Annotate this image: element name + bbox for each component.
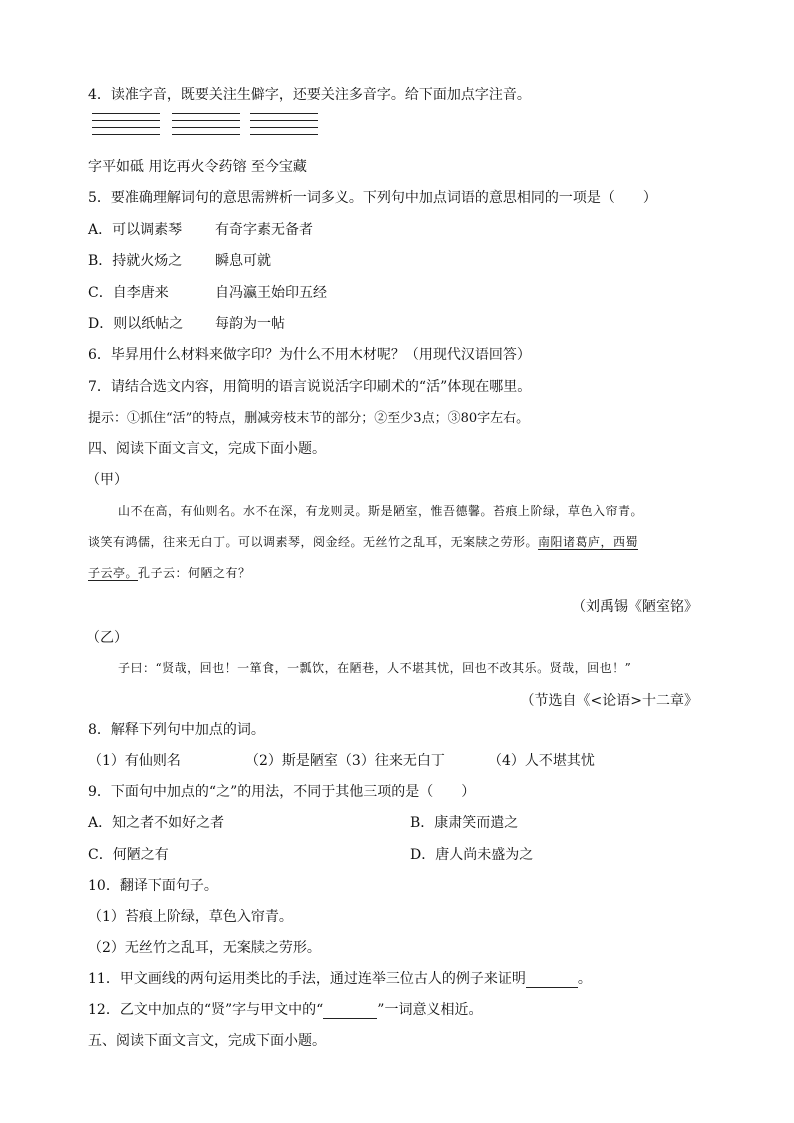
q12-text-end: ”一词意义相近。 bbox=[377, 1002, 483, 1018]
jia-label: （甲） bbox=[86, 472, 128, 488]
q5-option-c bbox=[88, 282, 169, 302]
q7-stem: 7．请结合选文内容，用简明的语言说说活字印刷术的“活”体现在哪里。 bbox=[88, 379, 532, 395]
q5-option-a bbox=[88, 219, 182, 239]
option-label: D．则以纸帖之 bbox=[88, 316, 184, 332]
q5-option-c-pair: 自冯瀛王始印五经 bbox=[215, 285, 327, 301]
jia-underlined-2: 子云亭。 bbox=[88, 566, 139, 580]
q12-stem bbox=[88, 999, 482, 1019]
q5-option-d bbox=[88, 313, 183, 333]
q11-answer-blank[interactable] bbox=[526, 973, 578, 988]
yi-source: （节选自《<论语>十二章》 bbox=[520, 693, 698, 709]
q4-words: 字平如砥 用讫再火令药镕 至今宝藏 bbox=[88, 159, 307, 175]
q8-stem: 8．解释下列句中加点的词。 bbox=[88, 722, 265, 738]
section4-heading: 四、阅读下面文言文，完成下面小题。 bbox=[88, 441, 326, 457]
q10-stem: 10．翻译下面句子。 bbox=[88, 878, 218, 894]
q8-item-3: （4）人不堪其忧 bbox=[488, 753, 595, 769]
q9-option-c: C．何陋之有 bbox=[88, 847, 169, 863]
q12-text: 12．乙文中加点的“贤”字与甲文中的“ bbox=[88, 1002, 324, 1018]
jia-source: （刘禹锡《陋室铭》 bbox=[572, 599, 698, 615]
pinyin-blank-2[interactable] bbox=[172, 111, 240, 141]
option-label: B．持就火炀之 bbox=[88, 253, 183, 269]
option-label: A．可以调素琴 bbox=[88, 222, 183, 238]
q6-stem: 6．毕昇用什么材料来做字印？为什么不用木材呢？（用现代汉语回答） bbox=[88, 347, 531, 363]
q11-text: 11．甲文画线的两句运用类比的手法，通过连举三位古人的例子来证明 bbox=[88, 971, 526, 987]
q11-stem bbox=[88, 968, 592, 988]
yi-label: （乙） bbox=[86, 630, 128, 646]
jia-line-2 bbox=[88, 533, 638, 550]
jia-line-1: 山不在高，有仙则名。水不在深，有龙则灵。斯是陋室，惟吾德馨。苔痕上阶绿，草色入帘青。 bbox=[118, 504, 644, 518]
q4-stem: 4．读准字音，既要关注生僻字，还要关注多音字。给下面加点字注音。 bbox=[88, 87, 531, 103]
q11-text-end: 。 bbox=[577, 971, 592, 987]
q9-option-d: D．唐人尚未盛为之 bbox=[410, 847, 534, 863]
q9-option-a: A．知之者不如好之者 bbox=[88, 815, 225, 831]
jia-line-3-text: 孔子云：何陋之有？ bbox=[138, 566, 251, 580]
jia-line-3 bbox=[88, 564, 251, 581]
q12-answer-blank[interactable] bbox=[323, 1004, 377, 1019]
jia-underlined-1: 南阳诸葛庐，西蜀 bbox=[538, 535, 639, 549]
pinyin-blank-1[interactable] bbox=[92, 111, 160, 141]
section5-heading: 五、阅读下面文言文，完成下面小题。 bbox=[88, 1033, 326, 1049]
yi-text: 子曰：“贤哉，回也！一箪食，一瓢饮，在陋巷，人不堪其忧，回也不改其乐。贤哉，回也！” bbox=[118, 661, 632, 675]
q5-option-a-pair: 有奇字素无备者 bbox=[215, 222, 313, 238]
q10-sentence-1: （1）苔痕上阶绿，草色入帘青。 bbox=[88, 909, 293, 925]
q10-sentence-2: （2）无丝竹之乱耳，无案牍之劳形。 bbox=[88, 940, 321, 956]
q5-option-d-pair: 每韵为一帖 bbox=[215, 316, 285, 332]
q7-hint: 提示：①抓住“活”的特点，删减旁枝末节的部分；②至少3点；③80字左右。 bbox=[88, 411, 530, 426]
pinyin-blank-3[interactable] bbox=[250, 111, 318, 141]
q8-item-2: （2）斯是陋室（3）往来无白丁 bbox=[245, 753, 445, 769]
q8-item-1: （1）有仙则名 bbox=[88, 753, 181, 769]
option-label: C．自李唐来 bbox=[88, 285, 169, 301]
q5-option-b-pair: 瞬息可就 bbox=[215, 253, 271, 269]
q5-stem: 5．要准确理解词句的意思需辨析一词多义。下列句中加点词语的意思相同的一项是（ ） bbox=[88, 190, 657, 206]
q5-option-b bbox=[88, 250, 182, 270]
jia-line-2-text: 谈笑有鸿儒，往来无白丁。可以调素琴，阅金经。无丝竹之乱耳，无案牍之劳形。 bbox=[88, 535, 539, 549]
q9-stem: 9．下面句中加点的“之”的用法，不同于其他三项的是（ ） bbox=[88, 784, 476, 800]
q9-option-b: B．康肃笑而遣之 bbox=[410, 815, 519, 831]
